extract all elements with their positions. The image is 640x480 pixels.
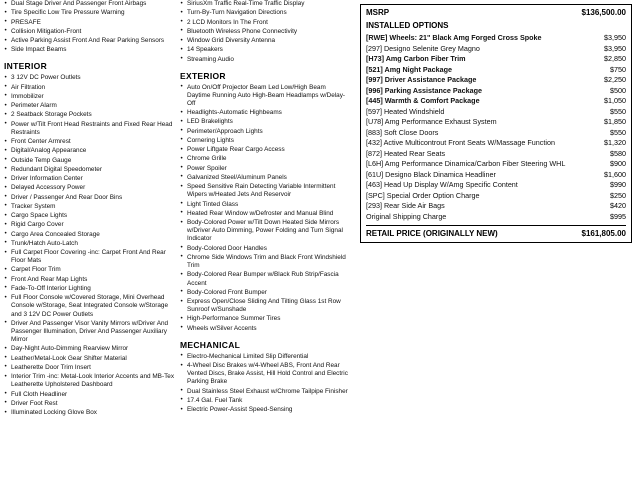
option-value: $995 — [610, 211, 626, 221]
msrp-value: $136,500.00 — [581, 8, 626, 17]
list-item: • Speed Sensitive Rain Detecting Variable Intermittent Wipers w/Heated Jets And Reservoir — [180, 183, 350, 199]
list-item: • Front Center Armrest — [4, 138, 174, 146]
list-item: • 4-Wheel Disc Brakes w/4-Wheel ABS, Front And Rear Vented Discs, Brake Assist, Hill Hold Control and Electric Parking Brake — [180, 362, 350, 386]
option-label: [432] Active Multicontrout Front Seats W/Massage Function — [366, 138, 555, 148]
list-item: • 2 LCD Monitors In The Front — [180, 19, 350, 27]
divider — [366, 225, 626, 226]
option-label: [293] Rear Side Air Bags — [366, 201, 445, 211]
list-item: • Window Grid Diversity Antenna — [180, 37, 350, 45]
feature-column-middle — [180, 0, 356, 480]
list-item: • Tire Specific Low Tire Pressure Warning — [4, 9, 174, 17]
option-label: [297] Designo Selenite Grey Magno — [366, 43, 480, 53]
price-box — [360, 4, 632, 243]
option-row — [366, 117, 626, 126]
option-row — [366, 138, 626, 147]
option-label: [RWE] Wheels: 21" Black Amg Forged Cross Spoke — [366, 33, 542, 43]
option-label: [61U] Designo Black Dinamica Headliner — [366, 169, 496, 179]
list-item: • Chrome Side Windows Trim and Black Front Windshield Trim — [180, 254, 350, 270]
option-value: $1,320 — [604, 138, 626, 148]
list-item: • Leather/Metal-Look Gear Shifter Material — [4, 355, 174, 363]
section-title-exterior: EXTERIOR — [180, 70, 226, 81]
list-item: • Body-Colored Door Handles — [180, 245, 350, 253]
feature-column-left — [4, 0, 180, 480]
list-item: • Driver And Passenger Visor Vanity Mirrors w/Driver And Passenger Illumination, Driver And Passenger Auxiliary Mirror — [4, 320, 174, 344]
option-value: $550 — [610, 127, 626, 137]
option-label: [996] Parking Assistance Package — [366, 85, 482, 95]
option-row — [366, 128, 626, 137]
list-item: • SiriusXm Traffic Real-Time Traffic Display — [180, 0, 350, 8]
option-value: $3,950 — [604, 43, 626, 53]
option-value: $2,250 — [604, 75, 626, 85]
list-item: • Driver / Passenger And Rear Door Bins — [4, 194, 174, 202]
option-value: $900 — [610, 159, 626, 169]
list-item: • Driver Foot Rest — [4, 400, 174, 408]
option-row — [366, 107, 626, 116]
option-row — [366, 159, 626, 168]
list-item: • Full Carpet Floor Covering -inc: Carpet Front And Rear Floor Mats — [4, 249, 174, 265]
list-item: • Tracker System — [4, 203, 174, 211]
exterior-feature-list — [180, 84, 350, 333]
interior-feature-list — [4, 74, 174, 417]
list-item: • Illuminated Locking Glove Box — [4, 409, 174, 417]
list-item: • Full Cloth Headliner — [4, 391, 174, 399]
list-item: • Chrome Grille — [180, 155, 350, 163]
list-item: • Body-Colored Rear Bumper w/Black Rub Strip/Fascia Accent — [180, 271, 350, 287]
list-item: • Electro-Mechanical Limited Slip Differential — [180, 353, 350, 361]
list-item: • Dual Stainless Steel Exhaust w/Chrome Tailpipe Finisher — [180, 388, 350, 396]
option-value: $1,850 — [604, 117, 626, 127]
option-label: [463] Head Up Display W/Amg Specific Content — [366, 180, 518, 190]
option-value: $750 — [610, 64, 626, 74]
option-label: [521] Amg Night Package — [366, 64, 453, 74]
option-value: $420 — [610, 201, 626, 211]
list-item: • Streaming Audio — [180, 56, 350, 64]
section-title-mechanical: MECHANICAL — [180, 339, 241, 350]
option-value: $1,600 — [604, 169, 626, 179]
list-item: • Express Open/Close Sliding And Tilting Glass 1st Row Sunroof w/Sunshade — [180, 298, 350, 314]
option-label: [883] Soft Close Doors — [366, 127, 439, 137]
option-row — [366, 44, 626, 53]
list-item: • Collision Mitigation-Front — [4, 28, 174, 36]
list-item: • 14 Speakers — [180, 46, 350, 54]
list-item: • Galvanized Steel/Aluminum Panels — [180, 174, 350, 182]
option-row — [366, 75, 626, 84]
list-item: • Outside Temp Gauge — [4, 157, 174, 165]
list-item: • Carpet Floor Trim — [4, 266, 174, 274]
list-item: • Power Liftgate Rear Cargo Access — [180, 146, 350, 154]
option-row — [366, 191, 626, 200]
option-row — [366, 180, 626, 189]
list-item: • Power w/Tilt Front Head Restraints and Fixed Rear Head Restraints — [4, 121, 174, 137]
option-value: $2,850 — [604, 54, 626, 64]
installed-options-header: INSTALLED OPTIONS — [366, 21, 449, 31]
option-value: $250 — [610, 190, 626, 200]
retail-price-value: $161,805.00 — [581, 228, 626, 238]
option-row — [366, 170, 626, 179]
list-item: • Fade-To-Off Interior Lighting — [4, 285, 174, 293]
list-item: • LED Brakelights — [180, 118, 350, 126]
retail-price-label: RETAIL PRICE (ORIGINALLY NEW) — [366, 228, 498, 238]
list-item: • Air Filtration — [4, 84, 174, 92]
option-value: $500 — [610, 85, 626, 95]
list-item: • Turn-By-Turn Navigation Directions — [180, 9, 350, 17]
list-item: • Perimeter Alarm — [4, 102, 174, 110]
option-row — [366, 65, 626, 74]
option-row — [366, 54, 626, 63]
list-item: • Side Impact Beams — [4, 46, 174, 54]
list-item: • High-Performance Summer Tires — [180, 315, 350, 323]
option-label: [L6H] Amg Performance Dinamica/Carbon Fiber Steering WHL — [366, 159, 566, 169]
retail-price-row — [366, 229, 626, 238]
option-label: [H73] Amg Carbon Fiber Trim — [366, 54, 466, 64]
option-value: $3,950 — [604, 33, 626, 43]
entertainment-partial-list — [180, 0, 350, 64]
list-item: • Electric Power-Assist Speed-Sensing — [180, 406, 350, 414]
list-item: • Bluetooth Wireless Phone Connectivity — [180, 28, 350, 36]
list-item: • Cornering Lights — [180, 137, 350, 145]
list-item: • Redundant Digital Speedometer — [4, 166, 174, 174]
option-row — [366, 212, 626, 221]
option-row — [366, 201, 626, 210]
list-item: • Dual Stage Driver And Passenger Front Airbags — [4, 0, 174, 8]
list-item: • Perimeter/Approach Lights — [180, 128, 350, 136]
pricing-panel — [356, 0, 640, 480]
option-label: [SPC] Special Order Option Charge — [366, 190, 480, 200]
option-label: [597] Heated Windshield — [366, 106, 445, 116]
option-row — [366, 96, 626, 105]
option-label: [872] Heated Rear Seats — [366, 148, 446, 158]
list-item: • Power Spoiler — [180, 165, 350, 173]
option-label: [997] Driver Assistance Package — [366, 75, 477, 85]
list-item: • Cargo Area Concealed Storage — [4, 231, 174, 239]
option-value: $1,050 — [604, 96, 626, 106]
list-item: • Active Parking Assist Front And Rear Parking Sensors — [4, 37, 174, 45]
list-item: • Heated Rear Window w/Defroster and Manual Blind — [180, 210, 350, 218]
option-row — [366, 149, 626, 158]
list-item: • Trunk/Hatch Auto-Latch — [4, 240, 174, 248]
option-value: $550 — [610, 106, 626, 116]
list-item: • 17.4 Gal. Fuel Tank — [180, 397, 350, 405]
list-item: • Interior Trim -inc: Metal-Look Interior Accents and MB-Tex Leatherette Upholstered Dashboard — [4, 373, 174, 389]
list-item: • Full Floor Console w/Covered Storage, Mini Overhead Console w/Storage, Seat Integrated Console w/Storage and 3 12V DC Power Outlets — [4, 294, 174, 318]
list-item: • Driver Information Center — [4, 175, 174, 183]
list-item: • Rigid Cargo Cover — [4, 221, 174, 229]
option-row — [366, 33, 626, 42]
list-item: • Immobilizer — [4, 93, 174, 101]
list-item: • 3 12V DC Power Outlets — [4, 74, 174, 82]
list-item: • 2 Seatback Storage Pockets — [4, 111, 174, 119]
list-item: • Front And Rear Map Lights — [4, 276, 174, 284]
mechanical-feature-list — [180, 353, 350, 414]
list-item: • Cargo Space Lights — [4, 212, 174, 220]
list-item: • Light Tinted Glass — [180, 201, 350, 209]
list-item: • Auto On/Off Projector Beam Led Low/High Beam Daytime Running Auto High-Beam Headlamps w/Delay-Off — [180, 84, 350, 108]
option-value: $990 — [610, 180, 626, 190]
option-label: [445] Warmth & Comfort Package — [366, 96, 480, 106]
option-value: $580 — [610, 148, 626, 158]
section-title-interior: INTERIOR — [4, 61, 48, 72]
list-item: • Headlights-Automatic Highbeams — [180, 109, 350, 117]
list-item: • Digital/Analog Appearance — [4, 147, 174, 155]
list-item: • Leatherette Door Trim Insert — [4, 364, 174, 372]
list-item: • PRESAFE — [4, 19, 174, 27]
option-label: Original Shipping Charge — [366, 211, 447, 221]
list-item: • Body-Colored Front Bumper — [180, 289, 350, 297]
msrp-row — [366, 8, 626, 17]
safety-partial-list — [4, 0, 174, 54]
option-row — [366, 86, 626, 95]
msrp-label: MSRP — [366, 8, 390, 17]
option-label: [U78] Amg Performance Exhaust System — [366, 117, 497, 127]
list-item: • Day-Night Auto-Dimming Rearview Mirror — [4, 345, 174, 353]
list-item: • Wheels w/Silver Accents — [180, 325, 350, 333]
list-item: • Delayed Accessory Power — [4, 184, 174, 192]
list-item: • Body-Colored Power w/Tilt Down Heated Side Mirrors w/Driver Auto Dimming, Power Folding and Turn Signal Indicator — [180, 219, 350, 243]
